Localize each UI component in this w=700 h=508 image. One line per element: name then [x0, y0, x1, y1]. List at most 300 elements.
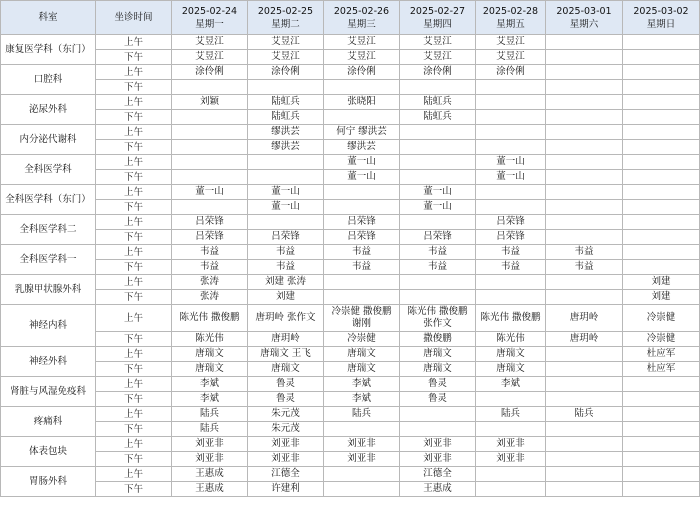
department-name: 全科医学科二: [1, 215, 96, 245]
session-label: 上午: [96, 407, 172, 422]
doctor-cell: [172, 392, 248, 407]
doctor-names: 陈光伟: [195, 333, 224, 344]
doctor-cell: [623, 452, 700, 467]
doctor-cell: [248, 377, 324, 392]
doctor-names: 缪洪芸: [271, 141, 300, 152]
doctor-names: 杜应军: [646, 348, 676, 359]
doctor-cell: [400, 305, 476, 332]
doctor-names: 冷崇健: [646, 312, 676, 323]
doctor-names: 董一山: [271, 186, 300, 197]
doctor-names: 唐瑞文: [195, 363, 224, 374]
header-date: 2025-03-02: [633, 5, 689, 17]
doctor-names: 陆虹兵: [423, 96, 452, 107]
department-name: 乳腺甲状腺外科: [1, 275, 96, 305]
session-label: 下午: [96, 332, 172, 347]
doctor-cell: [324, 482, 400, 497]
doctor-names: 缪洪芸: [271, 126, 300, 137]
doctor-cell: [172, 245, 248, 260]
doctor-cell: [546, 407, 623, 422]
doctor-names: 吕荣锋: [496, 216, 525, 227]
doctor-cell: [623, 170, 700, 185]
doctor-cell: [400, 50, 476, 65]
doctor-cell: [476, 245, 546, 260]
doctor-cell: [172, 362, 248, 377]
doctor-cell: [248, 95, 324, 110]
doctor-cell: [324, 230, 400, 245]
doctor-cell: [400, 110, 476, 125]
doctor-cell: [476, 50, 546, 65]
doctor-cell: [623, 200, 700, 215]
header-date: 2025-02-25: [257, 5, 314, 17]
doctor-cell: [400, 230, 476, 245]
doctor-names: 朱元茂: [271, 408, 300, 419]
doctor-cell: [324, 110, 400, 125]
doctor-names: 李斌: [199, 378, 219, 389]
doctor-names: 江德全: [271, 468, 300, 479]
doctor-names: 唐瑞文: [423, 348, 452, 359]
doctor-names: 董一山: [496, 156, 525, 167]
table-row: [1, 110, 700, 125]
doctor-cell: [546, 80, 623, 95]
doctor-names: 艾昱江: [271, 51, 300, 62]
doctor-names: 王惠成: [423, 483, 452, 494]
doctor-cell: [172, 95, 248, 110]
doctor-cell: [172, 230, 248, 245]
doctor-cell: [546, 35, 623, 50]
doctor-cell: [623, 95, 700, 110]
session-label: 上午: [96, 185, 172, 200]
table-row: [1, 125, 700, 140]
doctor-cell: [172, 275, 248, 290]
doctor-cell: [400, 332, 476, 347]
doctor-cell: [248, 230, 324, 245]
doctor-cell: [248, 125, 324, 140]
department-name: 神经外科: [1, 347, 96, 377]
doctor-cell: [324, 467, 400, 482]
doctor-cell: [248, 80, 324, 95]
table-row: [1, 347, 700, 362]
table-row: [1, 170, 700, 185]
doctor-cell: [400, 185, 476, 200]
doctor-cell: [546, 170, 623, 185]
doctor-names: 刘亚非: [423, 438, 452, 449]
doctor-names: 唐瑞文: [496, 348, 525, 359]
department-name: 康复医学科（东门）: [1, 35, 96, 65]
doctor-names: 唐玥岭: [569, 312, 599, 323]
doctor-cell: [623, 407, 700, 422]
doctor-cell: [172, 467, 248, 482]
doctor-cell: [172, 452, 248, 467]
department-name: 全科医学科一: [1, 245, 96, 275]
session-label: 上午: [96, 35, 172, 50]
session-label: 下午: [96, 140, 172, 155]
doctor-cell: [324, 140, 400, 155]
department-name: 体表包块: [1, 437, 96, 467]
doctor-cell: [476, 467, 546, 482]
doctor-cell: [248, 140, 324, 155]
doctor-cell: [400, 437, 476, 452]
table-row: [1, 305, 700, 332]
doctor-names: 张晓阳: [347, 96, 376, 107]
doctor-cell: [172, 185, 248, 200]
doctor-names: 李斌: [351, 378, 371, 389]
doctor-cell: [546, 482, 623, 497]
doctor-cell: [248, 185, 324, 200]
doctor-names: 韦益: [500, 246, 520, 257]
header-weekday: 星期六: [569, 18, 599, 30]
doctor-names: 鲁灵: [275, 378, 295, 389]
table-row: [1, 407, 700, 422]
header-day: [476, 1, 546, 35]
doctor-cell: [324, 125, 400, 140]
doctor-cell: [476, 230, 546, 245]
doctor-names: 唐瑞文: [496, 363, 525, 374]
doctor-cell: [400, 140, 476, 155]
doctor-names: 许建利: [271, 483, 300, 494]
doctor-names: 张涛: [199, 276, 219, 287]
doctor-names: 吕荣锋: [271, 231, 300, 242]
department-name: 内分泌代谢科: [1, 125, 96, 155]
department-name: 泌尿外科: [1, 95, 96, 125]
doctor-names: 刘亚非: [271, 453, 300, 464]
header-date: 2025-02-27: [409, 5, 466, 17]
table-row: [1, 422, 700, 437]
doctor-cell: [324, 170, 400, 185]
doctor-names: 董一山: [271, 201, 300, 212]
doctor-cell: [623, 125, 700, 140]
doctor-cell: [324, 452, 400, 467]
doctor-names: 杜应军: [646, 363, 676, 374]
doctor-names: 张涛: [199, 291, 219, 302]
session-label: 上午: [96, 467, 172, 482]
doctor-names: 唐瑞文 王飞: [260, 348, 311, 359]
doctor-names: 涂伶俐: [347, 66, 376, 77]
doctor-cell: [546, 245, 623, 260]
doctor-names: 陈光伟: [496, 333, 525, 344]
doctor-cell: [476, 155, 546, 170]
doctor-cell: [623, 80, 700, 95]
doctor-names: 韦益: [275, 261, 295, 272]
doctor-cell: [172, 377, 248, 392]
doctor-cell: [400, 482, 476, 497]
doctor-names: 陆兵: [500, 408, 520, 419]
doctor-cell: [172, 110, 248, 125]
doctor-names: 刘建: [275, 291, 295, 302]
doctor-cell: [248, 275, 324, 290]
doctor-cell: [172, 155, 248, 170]
session-label: 上午: [96, 377, 172, 392]
session-label: 上午: [96, 95, 172, 110]
doctor-cell: [248, 50, 324, 65]
doctor-cell: [623, 230, 700, 245]
doctor-names: 唐玥岭: [271, 333, 300, 344]
doctor-cell: [546, 260, 623, 275]
department-name: 神经内科: [1, 305, 96, 347]
doctor-cell: [400, 347, 476, 362]
session-label: 下午: [96, 422, 172, 437]
doctor-cell: [324, 50, 400, 65]
header-weekday: 星期五: [496, 18, 525, 30]
doctor-cell: [476, 140, 546, 155]
doctor-names: 艾昱江: [271, 36, 300, 47]
table-row: [1, 452, 700, 467]
doctor-cell: [172, 437, 248, 452]
doctor-names: 艾昱江: [347, 51, 376, 62]
table-row: [1, 185, 700, 200]
session-label: 上午: [96, 155, 172, 170]
table-row: [1, 290, 700, 305]
table-row: [1, 230, 700, 245]
doctor-cell: [248, 260, 324, 275]
doctor-names: 刘亚非: [271, 438, 300, 449]
doctor-cell: [172, 140, 248, 155]
doctor-cell: [324, 35, 400, 50]
doctor-cell: [476, 260, 546, 275]
session-label: 上午: [96, 215, 172, 230]
doctor-names: 陆兵: [199, 408, 219, 419]
table-row: [1, 215, 700, 230]
doctor-names: 陆虹兵: [423, 111, 452, 122]
doctor-names: 艾昱江: [195, 51, 224, 62]
doctor-names: 江德全: [423, 468, 452, 479]
doctor-cell: [623, 290, 700, 305]
doctor-cell: [623, 215, 700, 230]
header-date: 2025-03-01: [556, 5, 612, 17]
session-label: 下午: [96, 290, 172, 305]
doctor-names: 韦益: [427, 261, 447, 272]
doctor-cell: [623, 260, 700, 275]
doctor-names: 陆虹兵: [271, 96, 300, 107]
session-label: 上午: [96, 125, 172, 140]
doctor-cell: [623, 347, 700, 362]
doctor-names: 董一山: [347, 171, 376, 182]
doctor-names: 刘建: [651, 291, 671, 302]
doctor-cell: [476, 305, 546, 332]
doctor-cell: [324, 392, 400, 407]
doctor-names: 何宁 缪洪芸: [336, 126, 387, 137]
doctor-cell: [172, 347, 248, 362]
doctor-cell: [400, 155, 476, 170]
table-row: [1, 275, 700, 290]
doctor-cell: [623, 35, 700, 50]
doctor-cell: [172, 80, 248, 95]
doctor-cell: [546, 230, 623, 245]
doctor-names: 王惠成: [195, 483, 224, 494]
doctor-cell: [476, 377, 546, 392]
session-label: 下午: [96, 170, 172, 185]
table-row: [1, 50, 700, 65]
session-label: 上午: [96, 437, 172, 452]
doctor-cell: [172, 200, 248, 215]
doctor-cell: [400, 245, 476, 260]
doctor-cell: [248, 170, 324, 185]
doctor-cell: [248, 407, 324, 422]
doctor-names: 吕荣锋: [496, 231, 525, 242]
doctor-cell: [546, 437, 623, 452]
department-name: 肾脏与风湿免疫科: [1, 377, 96, 407]
doctor-cell: [248, 35, 324, 50]
department-name: 胃肠外科: [1, 467, 96, 497]
doctor-names: 吕荣锋: [347, 231, 376, 242]
session-label: 上午: [96, 65, 172, 80]
session-label: 上午: [96, 245, 172, 260]
doctor-names: 刘亚非: [195, 438, 224, 449]
doctor-names: 李斌: [351, 393, 371, 404]
doctor-cell: [248, 215, 324, 230]
department-name: 全科医学科（东门）: [1, 185, 96, 215]
doctor-cell: [248, 245, 324, 260]
doctor-cell: [172, 305, 248, 332]
session-label: 上午: [96, 305, 172, 332]
doctor-names: 董一山: [423, 186, 452, 197]
doctor-cell: [400, 407, 476, 422]
doctor-names: 陆兵: [199, 423, 219, 434]
doctor-cell: [248, 305, 324, 332]
header-day: [546, 1, 623, 35]
doctor-names: 陈光伟 撒俊鹏 张作文: [407, 306, 468, 329]
doctor-cell: [623, 245, 700, 260]
doctor-names: 王惠成: [195, 468, 224, 479]
header-date: 2025-02-24: [181, 5, 238, 17]
doctor-names: 吕荣锋: [195, 231, 224, 242]
doctor-cell: [172, 482, 248, 497]
doctor-cell: [172, 290, 248, 305]
table-row: [1, 362, 700, 377]
doctor-names: 唐瑞文: [347, 363, 376, 374]
doctor-cell: [172, 65, 248, 80]
doctor-cell: [476, 110, 546, 125]
doctor-names: 吕荣锋: [423, 231, 452, 242]
doctor-cell: [324, 65, 400, 80]
session-label: 上午: [96, 275, 172, 290]
doctor-cell: [324, 422, 400, 437]
doctor-names: 韦益: [351, 246, 371, 257]
doctor-cell: [476, 185, 546, 200]
doctor-cell: [546, 275, 623, 290]
doctor-cell: [400, 422, 476, 437]
doctor-cell: [248, 422, 324, 437]
doctor-cell: [476, 125, 546, 140]
doctor-cell: [623, 50, 700, 65]
doctor-cell: [546, 215, 623, 230]
table-row: [1, 155, 700, 170]
doctor-names: 涂伶俐: [423, 66, 452, 77]
doctor-cell: [546, 452, 623, 467]
doctor-names: 陈光伟 撒俊鹏: [179, 312, 240, 323]
header-weekday: 星期三: [347, 18, 376, 30]
doctor-names: 韦益: [275, 246, 295, 257]
doctor-names: 韦益: [574, 261, 594, 272]
doctor-names: 韦益: [500, 261, 520, 272]
header-day: [623, 1, 700, 35]
doctor-names: 艾昱江: [496, 36, 525, 47]
doctor-names: 唐玥岭 张作文: [255, 312, 316, 323]
doctor-cell: [623, 422, 700, 437]
doctor-names: 艾昱江: [496, 51, 525, 62]
doctor-cell: [476, 290, 546, 305]
doctor-names: 撒俊鹏: [423, 333, 452, 344]
table-row: [1, 245, 700, 260]
doctor-cell: [248, 392, 324, 407]
doctor-cell: [623, 155, 700, 170]
doctor-cell: [546, 125, 623, 140]
doctor-names: 刘颖: [199, 96, 219, 107]
doctor-cell: [400, 452, 476, 467]
doctor-cell: [623, 65, 700, 80]
doctor-cell: [324, 362, 400, 377]
doctor-cell: [400, 95, 476, 110]
doctor-names: 韦益: [199, 261, 219, 272]
doctor-names: 刘亚非: [496, 438, 525, 449]
doctor-cell: [476, 362, 546, 377]
doctor-cell: [476, 200, 546, 215]
doctor-cell: [476, 347, 546, 362]
doctor-cell: [476, 422, 546, 437]
doctor-cell: [248, 467, 324, 482]
session-label: 下午: [96, 50, 172, 65]
doctor-names: 董一山: [347, 156, 376, 167]
doctor-cell: [172, 422, 248, 437]
doctor-names: 韦益: [199, 246, 219, 257]
doctor-cell: [476, 95, 546, 110]
header-weekday: 星期二: [271, 18, 300, 30]
department-name: 疼痛科: [1, 407, 96, 437]
doctor-cell: [546, 50, 623, 65]
doctor-cell: [248, 332, 324, 347]
table-row: [1, 65, 700, 80]
doctor-cell: [172, 332, 248, 347]
doctor-cell: [476, 80, 546, 95]
doctor-cell: [546, 377, 623, 392]
doctor-cell: [248, 65, 324, 80]
doctor-cell: [623, 140, 700, 155]
doctor-names: 艾昱江: [423, 36, 452, 47]
header-row: [1, 1, 700, 35]
session-label: 下午: [96, 392, 172, 407]
doctor-names: 韦益: [427, 246, 447, 257]
doctor-cell: [324, 215, 400, 230]
session-label: 下午: [96, 200, 172, 215]
doctor-cell: [546, 290, 623, 305]
doctor-cell: [400, 215, 476, 230]
doctor-cell: [623, 332, 700, 347]
doctor-cell: [324, 260, 400, 275]
doctor-cell: [476, 275, 546, 290]
department-name: 口腔科: [1, 65, 96, 95]
doctor-cell: [324, 347, 400, 362]
doctor-cell: [546, 200, 623, 215]
doctor-names: 艾昱江: [195, 36, 224, 47]
session-label: 下午: [96, 482, 172, 497]
doctor-names: 韦益: [351, 261, 371, 272]
doctor-cell: [623, 185, 700, 200]
doctor-names: 唐瑞文: [347, 348, 376, 359]
doctor-names: 刘建 张涛: [264, 276, 307, 287]
header-weekday: 星期一: [195, 18, 224, 30]
doctor-cell: [324, 185, 400, 200]
table-row: [1, 332, 700, 347]
header-day: [324, 1, 400, 35]
doctor-names: 刘亚非: [423, 453, 452, 464]
doctor-names: 唐瑞文: [423, 363, 452, 374]
doctor-cell: [324, 377, 400, 392]
doctor-cell: [546, 110, 623, 125]
doctor-cell: [324, 332, 400, 347]
doctor-names: 唐瑞文: [271, 363, 300, 374]
doctor-cell: [324, 80, 400, 95]
doctor-cell: [172, 215, 248, 230]
doctor-cell: [623, 362, 700, 377]
